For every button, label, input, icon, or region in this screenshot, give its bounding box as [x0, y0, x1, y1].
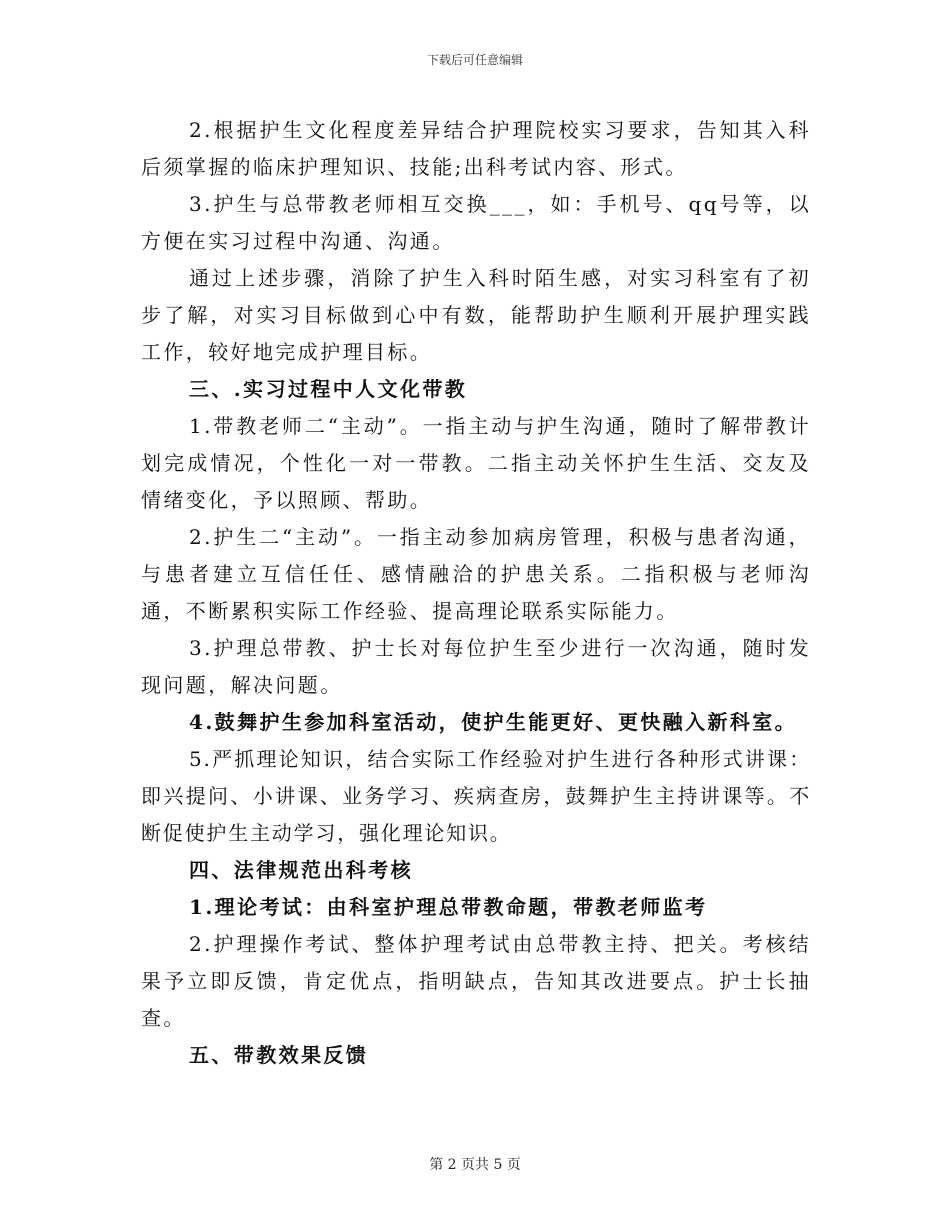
paragraph-5: 1.带教老师二“主动”。一指主动与护生沟通，随时了解带教计划完成情况，个性化一对一带教。二指主动关怀护生生活、交友及情绪变化，予以照顾、帮助。 [141, 414, 811, 512]
paragraph-11-bold: 1.理论考试：由科室护理总带教命题，带教老师监考 [189, 895, 708, 919]
paragraph-1: 2.根据护生文化程度差异结合护理院校实习要求，告知其入科后须掌握的临床护理知识、技能;出科考试内容、形式。 [141, 118, 811, 179]
paragraph-3: 通过上述步骤，消除了护生入科时陌生感，对实习科室有了初步了解，对实习目标做到心中有数，能帮助护生顺利开展护理实践工作，较好地完成护理目标。 [141, 266, 811, 364]
paragraph-7: 3.护理总带教、护士长对每位护生至少进行一次沟通，随时发现问题，解决问题。 [141, 636, 811, 697]
section-heading-4: 四、法律规范出科考核 [189, 858, 413, 882]
section-heading-3: 三、.实习过程中人文化带教 [189, 377, 468, 401]
paragraph-12: 2.护理操作考试、整体护理考试由总带教主持、把关。考核结果予立即反馈，肯定优点，指明缺点，告知其改进要点。护士长抽查。 [141, 932, 811, 1030]
paragraph-9: 5.严抓理论知识，结合实际工作经验对护生进行各种形式讲课：即兴提问、小讲课、业务学习、疾病查房，鼓舞护生主持讲课等。不断促使护生主动学习，强化理论知识。 [141, 747, 811, 845]
paragraph-2: 3.护生与总带教老师相互交换___，如：手机号、qq号等，以方便在实习过程中沟通、沟通。 [141, 192, 811, 253]
document-body [141, 112, 811, 1074]
section-heading-5: 五、带教效果反馈 [189, 1043, 369, 1067]
page-header: 下载后可任意编辑 [426, 53, 523, 67]
paragraph-6: 2.护生二“主动”。一指主动参加病房管理，积极与患者沟通，与患者建立互信任任、感情融洽的护患关系。二指积极与老师沟通，不断累积实际工作经验、提高理论联系实际能力。 [141, 525, 811, 623]
page-footer: 第 2 页共 5 页 [429, 1157, 521, 1173]
paragraph-8-bold: 4.鼓舞护生参加科室活动，使护生能更好、更快融入新科室。 [189, 710, 798, 734]
